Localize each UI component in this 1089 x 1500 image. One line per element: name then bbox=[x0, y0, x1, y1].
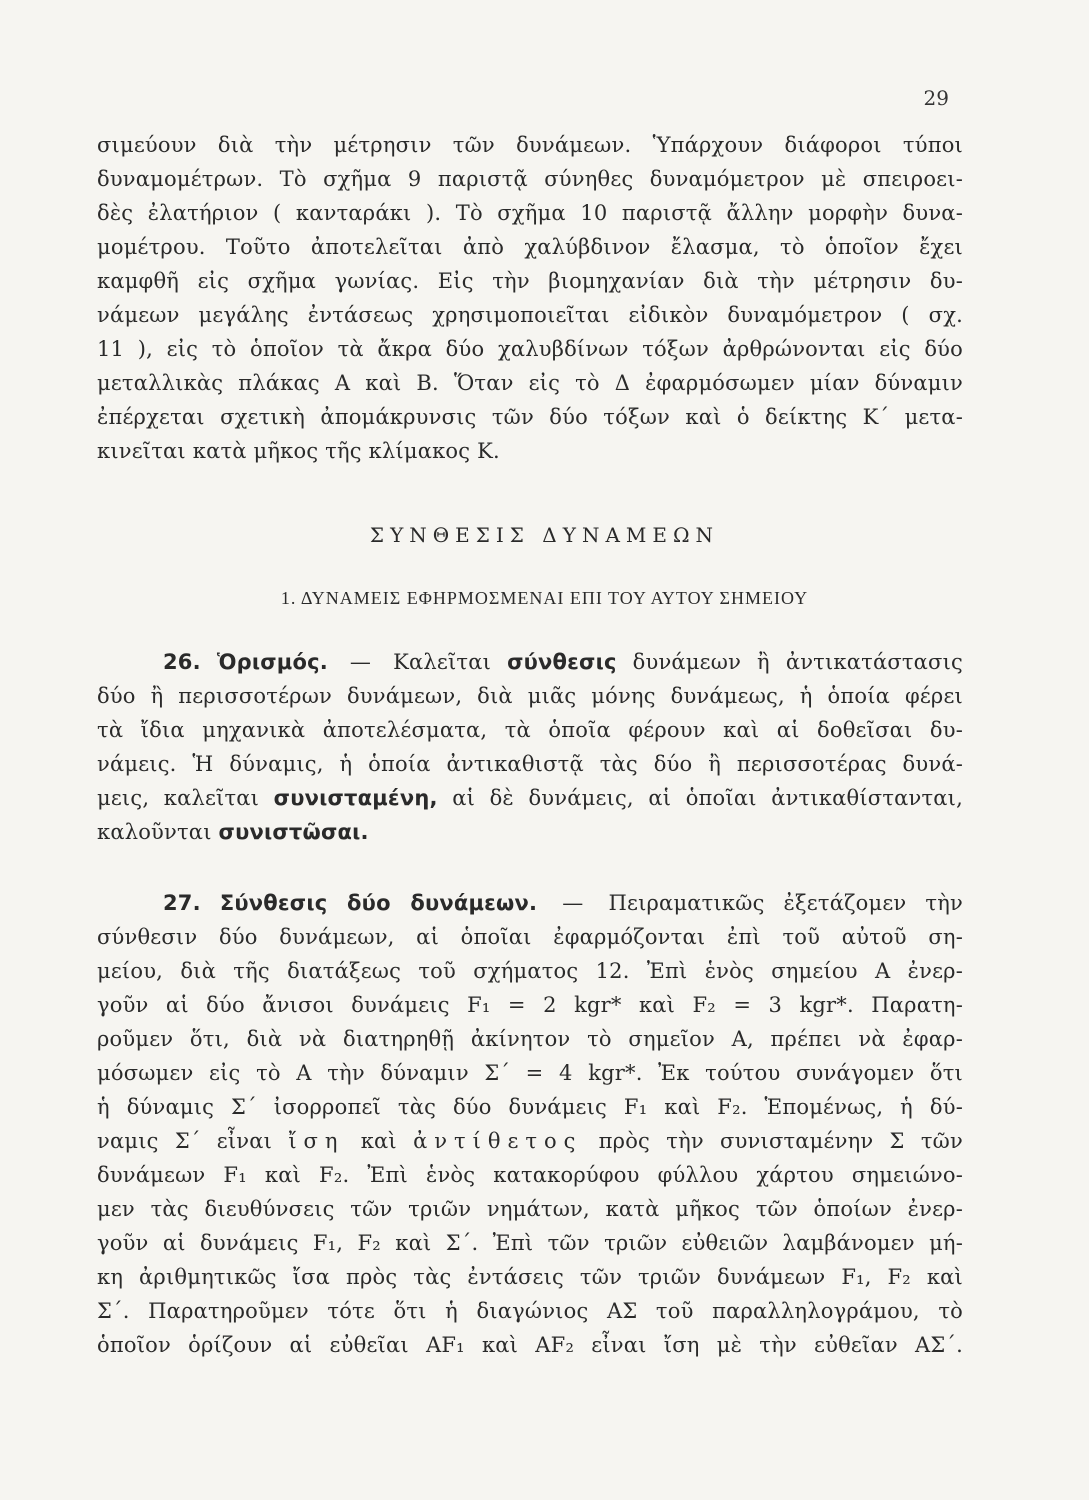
text-span: μεις, καλεῖται bbox=[97, 786, 260, 810]
section-26-first-line bbox=[97, 645, 963, 679]
text-line bbox=[97, 781, 963, 815]
text-line: γοῦν αἱ δυνάμεις F₁, F₂ καὶ Σ΄. Ἐπὶ τῶν τριῶν εὐθειῶν λαμβάνομεν μή- bbox=[97, 1231, 963, 1255]
text-line: κινεῖται κατὰ μῆκος τῆς κλίμακος Κ. bbox=[97, 439, 500, 463]
text-line: δὲς ἐλατήριον ( κανταράκι ). Τὸ σχῆμα 10 παριστᾷ ἄλλην μορφὴν δυνα- bbox=[97, 201, 963, 225]
section-27 bbox=[97, 886, 963, 1362]
text-line: δύο ἢ περισσοτέρων δυνάμεων, διὰ μιᾶς μόνης δυνάμεως, ἡ ὁποία φέρει bbox=[97, 684, 963, 708]
em-dash: — bbox=[349, 650, 372, 674]
text-line: νάμεις. Ἡ δύναμις, ἡ ὁποία ἀντικαθιστᾷ τὰς δύο ἢ περισσοτέρας δυνά- bbox=[97, 752, 963, 776]
text-line bbox=[97, 1124, 963, 1158]
section-number: 26. bbox=[163, 650, 201, 674]
text-line: 11 ), εἰς τὸ ὁποῖον τὰ ἄκρα δύο χαλυβδίνων τόξων ἀρθρώνονται εἰς δύο bbox=[97, 337, 963, 361]
page-number: 29 bbox=[923, 86, 949, 110]
text-line: μεταλλικὰς πλάκας Α καὶ Β. Ὅταν εἰς τὸ Δ ἐφαρμόσωμεν μίαν δύναμιν bbox=[97, 371, 963, 395]
text-line: κη ἀριθμητικῶς ἴσα πρὸς τὰς ἐντάσεις τῶν τριῶν δυνάμεων F₁, F₂ καὶ bbox=[97, 1265, 963, 1289]
text-span: Καλεῖται bbox=[393, 650, 492, 674]
text-span: Πειραματικῶς ἐξετάζομεν τὴν bbox=[608, 891, 963, 915]
term-synthesis: σύνθεσις bbox=[507, 650, 617, 674]
text-line: ὁποῖον ὁρίζουν αἱ εὐθεῖαι ΑF₁ καὶ ΑF₂ εἶναι ἴση μὲ τὴν εὐθεῖαν ΑΣ΄. bbox=[97, 1333, 963, 1357]
text-line: ἐπέρχεται σχετικὴ ἀπομάκρυνσις τῶν δύο τόξων καὶ ὁ δείκτης Κ΄ μετα- bbox=[97, 405, 963, 429]
section-heading: ΣΥΝΘΕΣΙΣ ΔΥΝΑΜΕΩΝ bbox=[369, 523, 720, 547]
intro-paragraph bbox=[97, 128, 963, 468]
text-line: νάμεων μεγάλης ἐντάσεως χρησιμοποιεῖται εἰδικὸν δυναμόμετρον ( σχ. bbox=[97, 303, 963, 327]
subheading: 1. ΔΥΝΑΜΕΙΣ ΕΦΗΡΜΟΣΜΕΝΑΙ ΕΠΙ ΤΟΥ ΑΥΤΟΥ ΣΗΜΕΙΟΥ bbox=[280, 588, 809, 608]
text-line bbox=[97, 815, 963, 849]
spaced-word-opposite: ἀντίθετος bbox=[413, 1129, 583, 1153]
section-title: Σύνθεσις δύο δυνάμεων. bbox=[219, 891, 538, 915]
term-components: συνιστῶσαι. bbox=[218, 820, 369, 844]
text-line: ἡ δύναμις Σ΄ ἰσορροπεῖ τὰς δύο δυνάμεις F₁ καὶ F₂. Ἑπομένως, ἡ δύ- bbox=[97, 1095, 963, 1119]
text-line: δυνάμεων F₁ καὶ F₂. Ἐπὶ ἑνὸς κατακορύφου φύλλου χάρτου σημειώνο- bbox=[97, 1163, 963, 1187]
text-line: δυναμομέτρων. Τὸ σχῆμα 9 παριστᾷ σύνηθες δυναμόμετρον μὲ σπειροει- bbox=[97, 167, 963, 191]
text-line: μεν τὰς διευθύνσεις τῶν τριῶν νημάτων, κατὰ μῆκος τῶν ὁποίων ἐνερ- bbox=[97, 1197, 963, 1221]
text-line: ροῦμεν ὅτι, διὰ νὰ διατηρηθῇ ἀκίνητον τὸ σημεῖον Α, πρέπει νὰ ἐφαρ- bbox=[97, 1027, 963, 1051]
text-line: μείου, διὰ τῆς διατάξεως τοῦ σχήματος 12. Ἐπὶ ἑνὸς σημείου Α ἐνερ- bbox=[97, 959, 963, 983]
spaced-word-equal: ἴση bbox=[288, 1129, 345, 1153]
text-line: τὰ ἴδια μηχανικὰ ἀποτελέσματα, τὰ ὁποῖα φέρουν καὶ αἱ δοθεῖσαι δυ- bbox=[97, 718, 963, 742]
text-span: ναμις Σ΄ εἶναι bbox=[97, 1129, 273, 1153]
text-span: καλοῦνται bbox=[97, 820, 212, 844]
text-span: πρὸς τὴν συνισταμένην Σ τῶν bbox=[598, 1129, 963, 1153]
text-span: αἱ δὲ δυνάμεις, αἱ ὁποῖαι ἀντικαθίστανται, bbox=[452, 786, 963, 810]
section-27-first-line bbox=[97, 886, 963, 920]
text-span: δυνάμεων ἢ ἀντικατάστασις bbox=[632, 650, 963, 674]
text-line: σιμεύουν διὰ τὴν μέτρησιν τῶν δυνάμεων. Ὑπάρχουν διάφοροι τύποι bbox=[97, 133, 963, 157]
section-26 bbox=[97, 645, 963, 849]
text-line: μομέτρου. Τοῦτο ἀποτελεῖται ἀπὸ χαλύβδινον ἔλασμα, τὸ ὁποῖον ἔχει bbox=[97, 235, 963, 259]
text-line: καμφθῆ εἰς σχῆμα γωνίας. Εἰς τὴν βιομηχανίαν διὰ τὴν μέτρησιν δυ- bbox=[97, 269, 963, 293]
section-title: Ὁρισμός. bbox=[216, 650, 328, 674]
text-line: μόσωμεν εἰς τὸ Α τὴν δύναμιν Σ΄ = 4 kgr*. Ἐκ τούτου συνάγομεν ὅτι bbox=[97, 1061, 963, 1085]
text-line: Σ΄. Παρατηροῦμεν τότε ὅτι ἡ διαγώνιος ΑΣ τοῦ παραλληλογράμου, τὸ bbox=[97, 1299, 963, 1323]
term-resultant: συνισταμένη, bbox=[273, 786, 438, 810]
em-dash: — bbox=[562, 891, 584, 915]
text-line: σύνθεσιν δύο δυνάμεων, αἱ ὁποῖαι ἐφαρμόζονται ἐπὶ τοῦ αὐτοῦ ση- bbox=[97, 925, 963, 949]
text-span: καὶ bbox=[360, 1129, 397, 1153]
section-number: 27. bbox=[163, 891, 201, 915]
text-line: γοῦν αἱ δύο ἄνισοι δυνάμεις F₁ = 2 kgr* καὶ F₂ = 3 kgr*. Παρατη- bbox=[97, 993, 963, 1017]
